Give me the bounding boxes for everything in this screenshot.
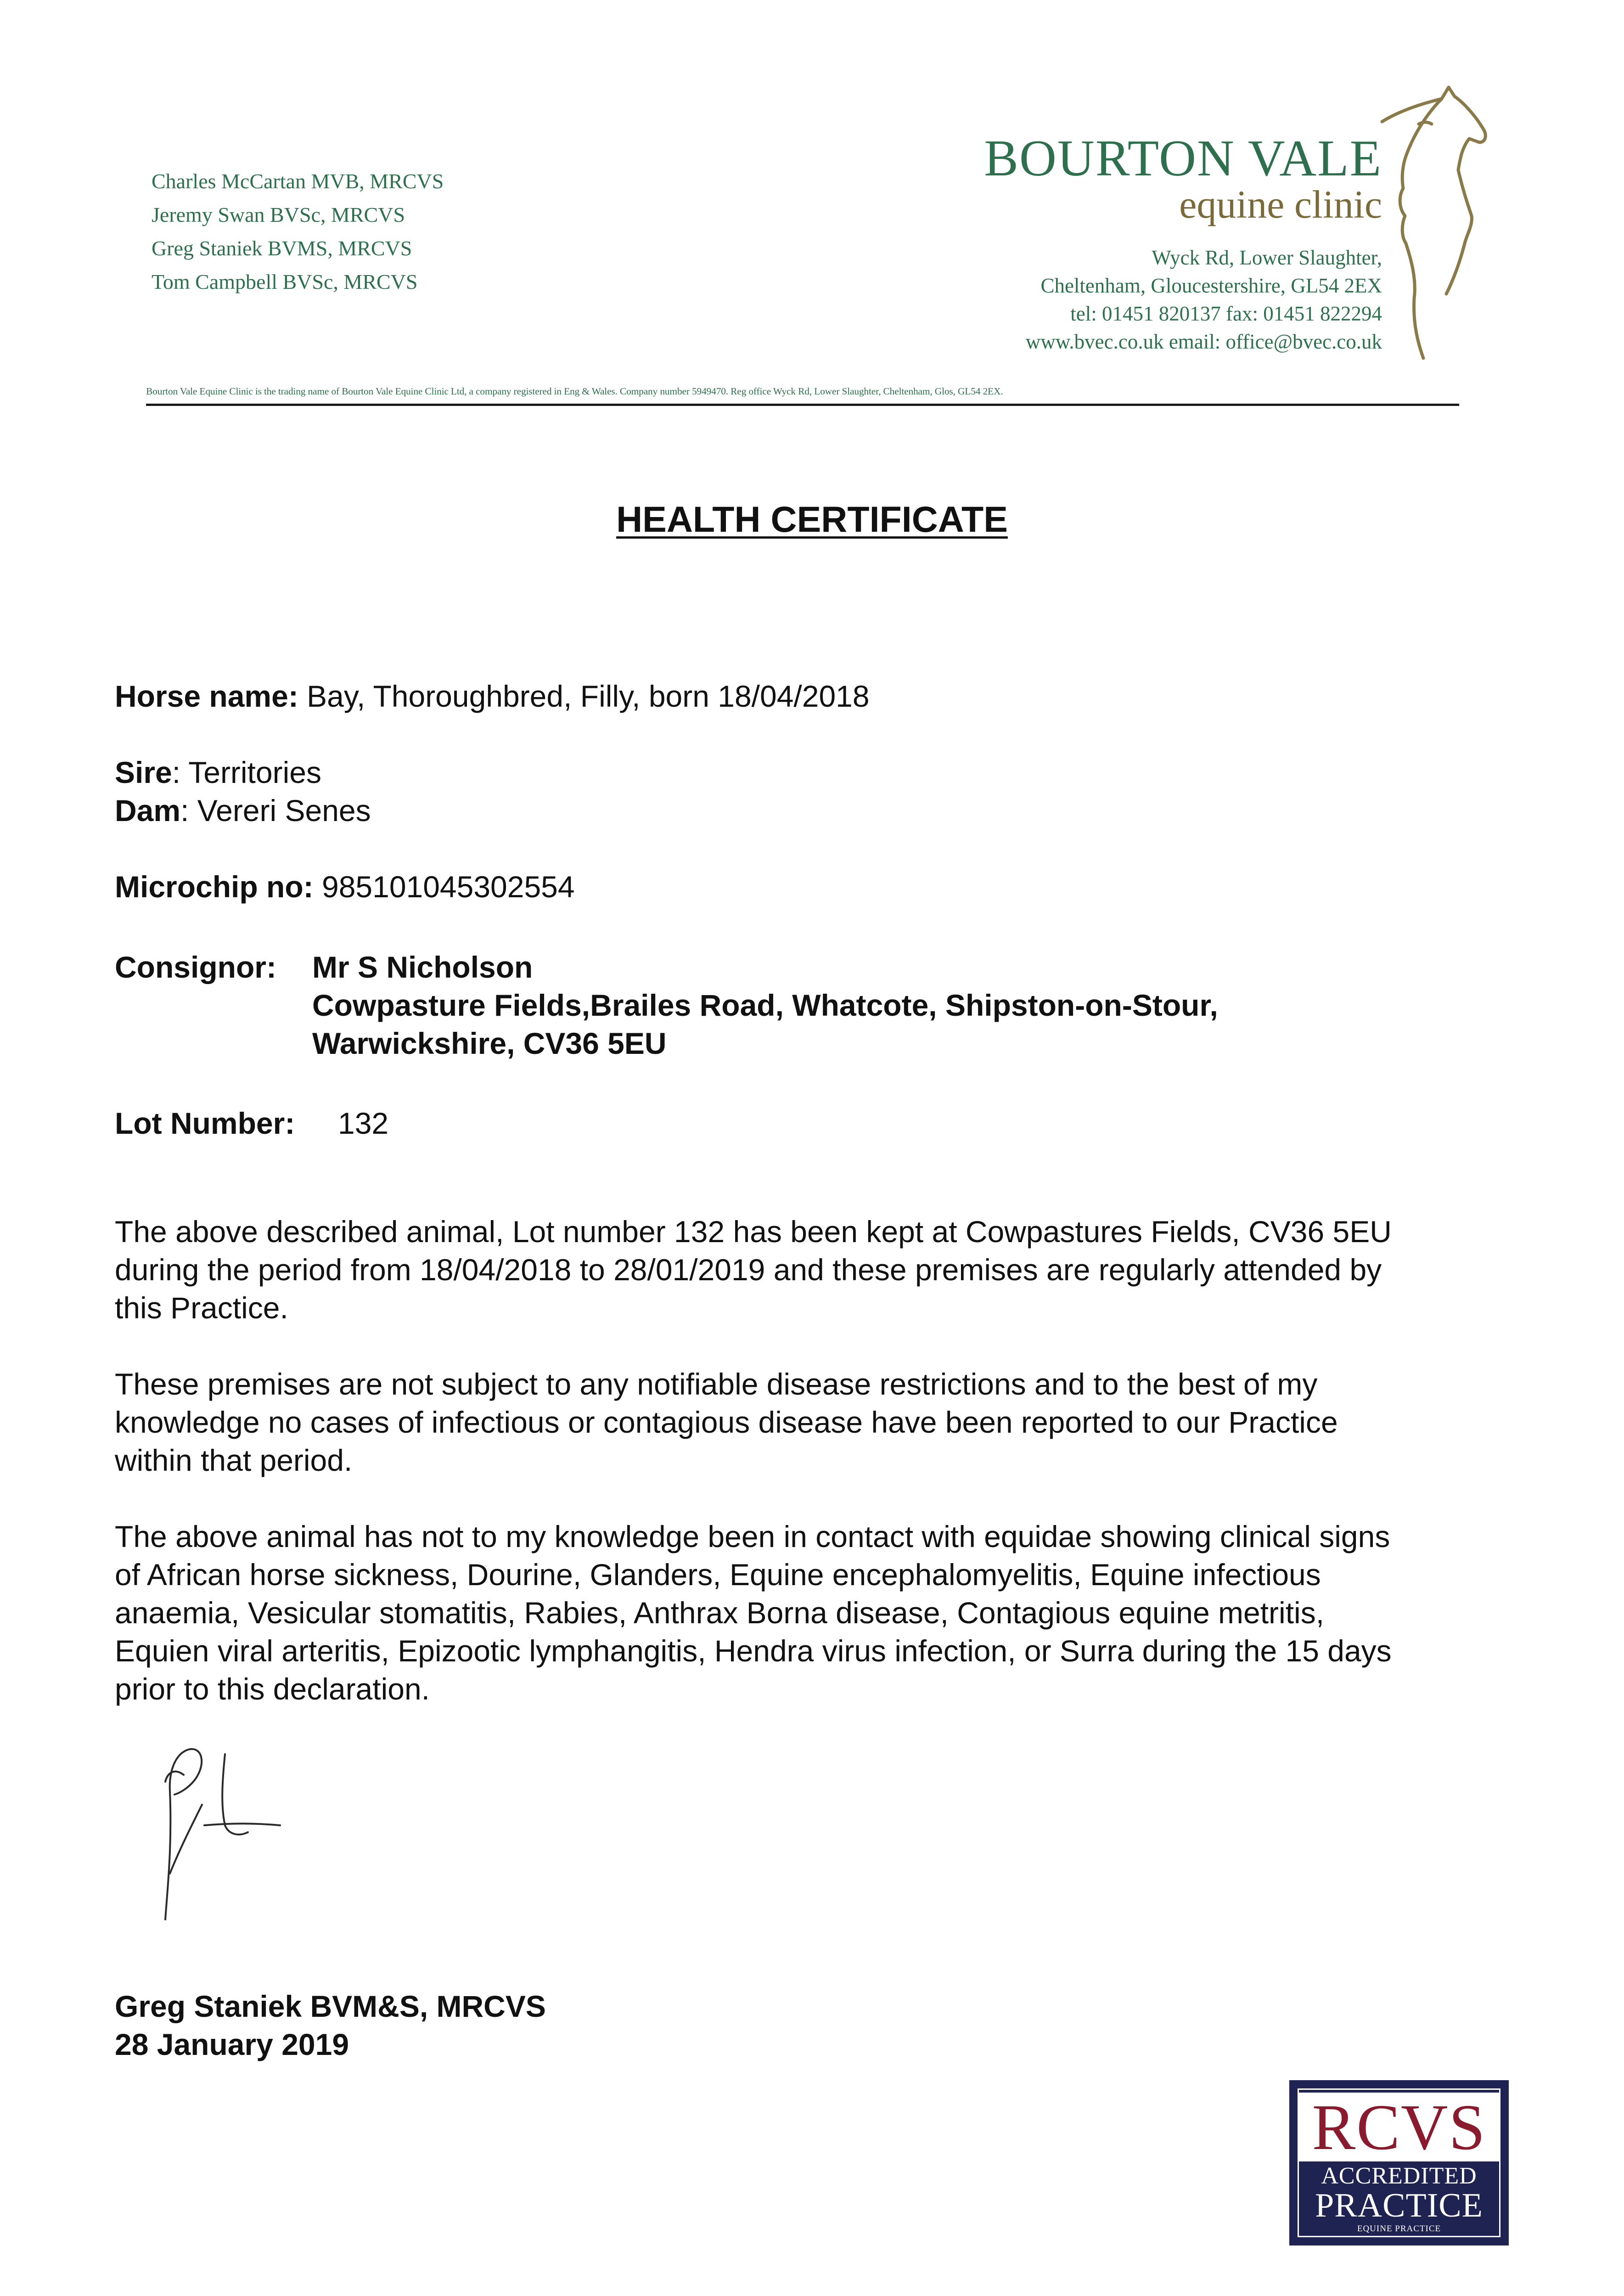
header-divider <box>146 404 1459 406</box>
paragraph-line: knowledge no cases of infectious or contagious disease have been reported to our Practice <box>115 1405 1338 1439</box>
dam-row <box>115 792 371 830</box>
consignor-label: Consignor: <box>115 950 276 984</box>
clinic-name: BOURTON VALE <box>984 130 1382 187</box>
microchip-label: Microchip no: <box>115 870 314 904</box>
sire-label: Sire <box>115 755 172 789</box>
declaration-paragraph <box>115 1518 1392 1708</box>
paragraph-line: during the period from 18/04/2018 to 28/01/2019 and these premises are regularly attended by <box>115 1253 1382 1287</box>
rcvs-accreditation-badge <box>1289 2080 1509 2245</box>
consignor-address-line: Cowpasture Fields,Brailes Road, Whatcote, Shipston-on-Stour, <box>312 988 1218 1022</box>
vet-name: Charles McCartan MVB, MRCVS <box>152 169 444 193</box>
paragraph-line: this Practice. <box>115 1291 288 1325</box>
address-line: www.bvec.co.uk email: office@bvec.co.uk <box>1025 330 1382 353</box>
signatory-name: Greg Staniek BVM&S, MRCVS <box>115 1989 546 2023</box>
microchip-row <box>115 868 575 906</box>
declaration-paragraph <box>115 1213 1392 1327</box>
consignor-address-line: Warwickshire, CV36 5EU <box>312 1026 667 1060</box>
lot-number-label: Lot Number: <box>115 1106 295 1140</box>
vets-list <box>152 164 444 298</box>
paragraph-line: Equien viral arteritis, Epizootic lymphangitis, Hendra virus infection, or Surra during the 15 days <box>115 1634 1392 1668</box>
badge-frame <box>1298 2088 1500 2237</box>
signature-date: 28 January 2019 <box>115 2027 349 2061</box>
legal-notice: Bourton Vale Equine Clinic is the trading name of Bourton Vale Equine Clinic Ltd, a company registered in Eng & Wales. Company number 5949470. Reg office Wyck Rd, Lower Slaughter, Cheltenham, Glos, GL54 2EX. <box>146 386 1003 397</box>
declaration-paragraph <box>115 1365 1338 1480</box>
vet-name: Greg Staniek BVMS, MRCVS <box>152 236 412 260</box>
clinic-address <box>984 244 1382 356</box>
handwritten-signature <box>147 1736 312 1933</box>
paragraph-line: within that period. <box>115 1443 353 1477</box>
page-title: HEALTH CERTIFICATE <box>616 499 1008 540</box>
dam-label: Dam <box>115 793 181 827</box>
horse-name-value: Bay, Thoroughbred, Filly, born 18/04/2018 <box>298 679 870 713</box>
paragraph-line: anaemia, Vesicular stomatitis, Rabies, Anthrax Borna disease, Contagious equine metritis, <box>115 1596 1325 1630</box>
address-line: Cheltenham, Gloucestershire, GL54 2EX <box>1040 274 1382 297</box>
paragraph-line: These premises are not subject to any notifiable disease restrictions and to the best of my <box>115 1367 1318 1401</box>
horse-head-logo-icon <box>1373 78 1492 372</box>
badge-accredited: ACCREDITED <box>1321 2163 1477 2189</box>
horse-name-label: Horse name: <box>115 679 298 713</box>
sire-value: : Territories <box>172 755 321 789</box>
paragraph-line: The above animal has not to my knowledge been in contact with equidae showing clinical signs <box>115 1519 1390 1553</box>
address-line: tel: 01451 820137 fax: 01451 822294 <box>1070 302 1382 325</box>
address-line: Wyck Rd, Lower Slaughter, <box>1152 246 1382 269</box>
vet-name: Jeremy Swan BVSc, MRCVS <box>152 203 405 226</box>
paragraph-line: prior to this declaration. <box>115 1672 430 1706</box>
clinic-subtitle: equine clinic <box>1179 182 1382 226</box>
badge-practice: PRACTICE <box>1315 2187 1483 2224</box>
paragraph-line: The above described animal, Lot number 132 has been kept at Cowpastures Fields, CV36 5EU <box>115 1215 1392 1249</box>
sire-row <box>115 754 321 792</box>
microchip-value: 985101045302554 <box>313 870 575 904</box>
lot-number-value: 132 <box>338 1106 389 1140</box>
dam-value: : Vereri Senes <box>180 793 371 827</box>
paragraph-line: of African horse sickness, Dourine, Glanders, Equine encephalomyelitis, Equine infectious <box>115 1558 1321 1592</box>
vet-name: Tom Campbell BVSc, MRCVS <box>152 270 418 293</box>
badge-rcvs: RCVS <box>1299 2093 1499 2161</box>
horse-name-row <box>115 677 870 715</box>
badge-equine-practice: EQUINE PRACTICE <box>1357 2224 1441 2234</box>
clinic-brand <box>984 131 1382 356</box>
consignor-name: Mr S Nicholson <box>312 950 533 984</box>
